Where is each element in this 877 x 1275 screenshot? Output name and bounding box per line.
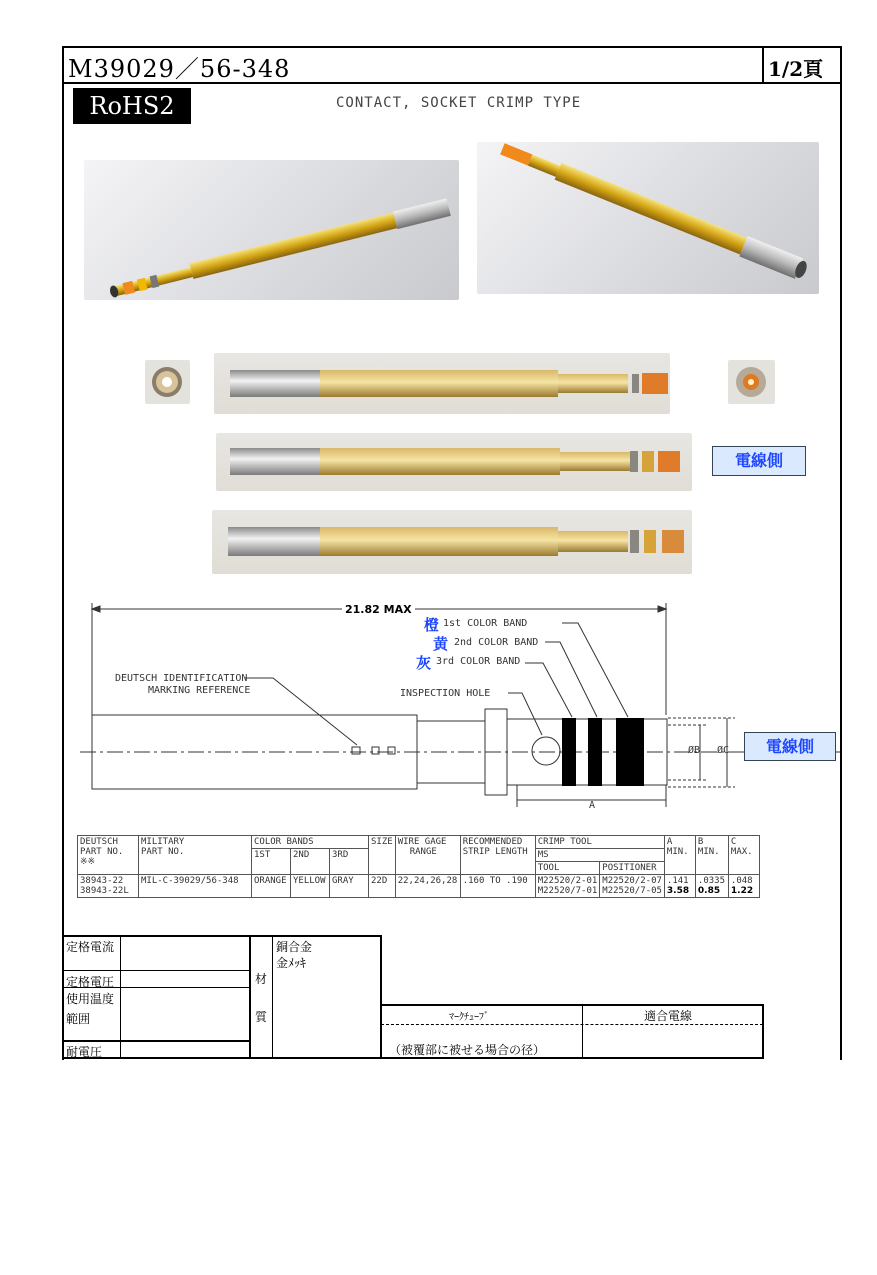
deutsch-part-2: 38943-22L [80,886,129,896]
a-mm: 3.58 [666,886,690,896]
positioner-2: M22520/7-05 [602,886,662,896]
military-part-cell: MIL-C-39029/56-348 [139,875,252,898]
contact-side-photo-2-graphic [216,433,692,491]
material-label-1: 材 [255,972,268,986]
color-3-cell: GRAY [330,875,369,898]
contact-photo-right [477,142,819,294]
temp-label-2: 範囲 [66,1012,91,1026]
tool-2: M22520/7-01 [537,886,598,896]
band3-kanji: 灰 [416,654,432,672]
contact-photo-left [84,160,459,300]
row-divider-3 [62,1040,250,1042]
arrow-right-icon [658,606,666,612]
deutsch-header [78,836,139,875]
contact-photo-left-graphic [84,160,459,300]
a-cell [664,875,695,898]
c-cell [728,875,759,898]
band3-leader [525,663,572,717]
band1-kanji: 橙 [424,616,440,634]
end-view-left [145,360,190,404]
b-inch: .0335 [697,876,725,886]
material-label-column [250,935,273,1059]
strip-cell: .160 TO .190 [460,875,535,898]
positioner-header: POSITIONER [600,862,665,875]
wire-gage-text: WIRE GAGE [397,837,447,847]
c-header-text: C [730,837,737,847]
color-band-1 [616,718,644,786]
inspection-hole-label: INSPECTION HOLE [400,688,491,699]
contact-side-photo-1-graphic [214,353,670,414]
color-band-2 [588,718,602,786]
military-part-header: PART NO. [141,847,185,857]
b-cell [695,875,728,898]
c-inch: .048 [730,876,753,886]
deutsch-marks: ※※ [80,857,96,867]
third-band-header: 3RD [330,849,369,875]
tool-1: M22520/2-01 [537,876,598,886]
header-page-divider [762,46,764,84]
product-subtitle: CONTACT, SOCKET CRIMP TYPE [336,95,582,111]
a-header-text: A [666,837,673,847]
material-label-2: 質 [255,1010,268,1024]
inspection-hole [532,737,560,765]
table-row [78,875,760,898]
end-view-right [728,360,775,404]
contact-side-photo-3-graphic [212,510,692,574]
id-mark-2 [372,747,379,754]
range-text: RANGE [409,847,437,857]
rated-current-label: 定格電流 [66,940,115,954]
second-band-header: 2ND [291,849,330,875]
temp-label-1: 使用温度 [66,992,115,1006]
dim-b-label: ØB [688,745,701,756]
a-sub-text: MIN. [666,847,689,857]
gage-cell: 22,24,26,28 [395,875,460,898]
color-bands-header: COLOR BANDS [252,836,369,849]
contact-side-photo-3 [212,510,692,574]
contact-side-photo-2 [216,433,692,491]
positioner-1: M22520/2-07 [602,876,662,886]
military-header [139,836,252,875]
arrow-left-icon [92,606,100,612]
end-view-left-graphic [145,360,190,404]
wire-side-label-drawing: 電線側 [744,732,836,761]
tool-header: TOOL [535,862,600,875]
crimp-tool-header: CRIMP TOOL [535,836,664,849]
color-1-cell: ORANGE [252,875,291,898]
c-header [728,836,759,875]
end-view-right-graphic [728,360,775,404]
contact-side-photo-1 [214,353,670,414]
deutsch-part-cell [78,875,139,898]
positioner-cell [600,875,665,898]
a-header [664,836,695,875]
alloy-value: 銅合金 [276,940,313,954]
page-number: 1/2頁 [768,57,824,81]
marker-column-divider [582,1004,583,1059]
contact-photo-right-graphic [477,142,819,294]
b-header [695,836,728,875]
table-header-row-1 [78,836,760,849]
deutsch-header-text: DEUTSCH [80,837,118,847]
band2-label: 2nd COLOR BAND [454,637,539,648]
c-mm: 1.22 [730,886,754,896]
withstand-label: 耐電圧 [66,1045,103,1059]
insulation-note: （被覆部に被せる場合の径） [389,1043,546,1057]
c-sub-text: MAX. [730,847,753,857]
rated-voltage-label: 定格電圧 [66,975,115,989]
document-title: M39029／56-348 [68,55,291,83]
ms-header: MS [535,849,664,862]
deutsch-id-label-1: DEUTSCH IDENTIFICATION [115,673,248,684]
first-band-header: 1ST [252,849,291,875]
band2-leader [545,642,597,717]
recommended-text: RECOMMENDED [462,837,523,847]
wire-side-label-photo: 電線側 [712,446,806,476]
row-divider-1 [62,970,250,971]
band3-label: 3rd COLOR BAND [436,656,521,667]
plating-value: 金ﾒｯｷ [276,956,307,970]
deutsch-id-label-2: MARKING REFERENCE [148,685,251,696]
size-header: SIZE [369,836,396,875]
applicable-wire-label: 適合電線 [644,1009,693,1023]
length-dimension-text: 21.82 MAX [342,603,415,616]
dim-c-label: ØC [717,745,730,756]
size-cell: 22D [369,875,396,898]
inspection-leader [508,693,542,735]
strip-text: STRIP LENGTH [462,847,528,857]
rohs-badge: RoHS2 [73,88,191,124]
marker-tube-label: ﾏｰｸﾁｭｰﾌﾞ [449,1012,489,1023]
id-mark-1 [352,747,360,754]
a-inch: .141 [666,876,689,886]
band1-label: 1st COLOR BAND [443,618,528,629]
color-band-3 [562,718,576,786]
b-header-text: B [697,837,704,847]
tool-cell [535,875,600,898]
color-2-cell: YELLOW [291,875,330,898]
wire-gage-header [395,836,460,875]
marker-divider [381,1024,763,1026]
deutsch-part-1: 38943-22 [80,876,124,886]
id-mark-3 [388,747,395,754]
band1-leader [562,623,628,717]
deutsch-part-header: PART NO. [80,847,124,857]
band2-kanji: 黄 [433,635,449,653]
deutsch-leader [245,678,357,745]
b-sub-text: MIN. [697,847,720,857]
spec-table [77,835,760,898]
strip-header [460,836,535,875]
military-header-text: MILITARY [141,837,185,847]
dim-a-label: A [589,800,596,811]
b-mm: 0.85 [697,886,721,896]
